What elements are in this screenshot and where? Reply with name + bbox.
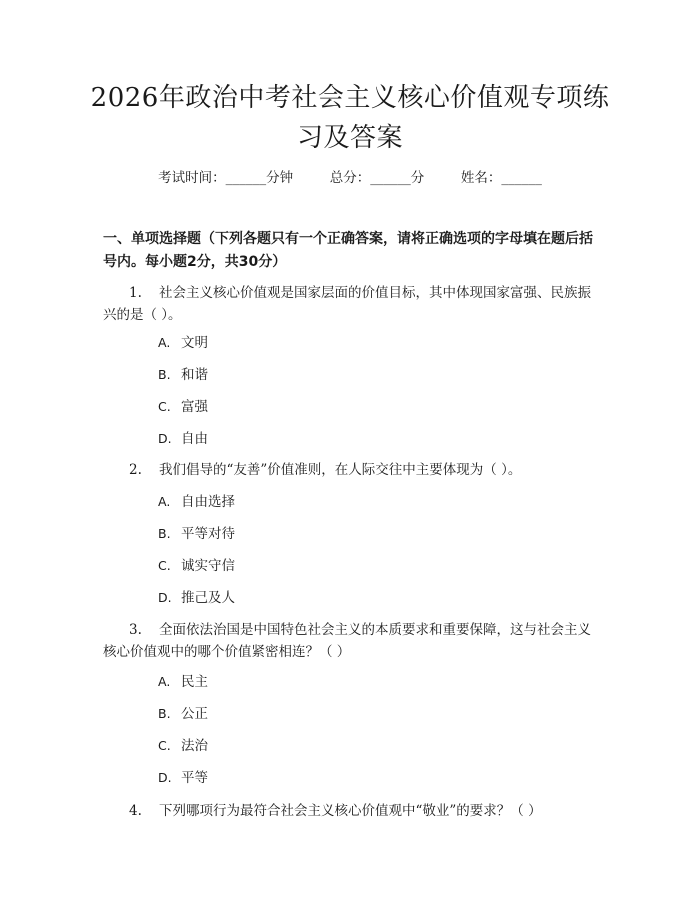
option-text: 自由选择 bbox=[181, 494, 235, 510]
question-number: 3. bbox=[129, 622, 142, 638]
option-3a bbox=[158, 672, 208, 692]
option-letter: B. bbox=[158, 706, 171, 721]
option-letter: A. bbox=[158, 674, 171, 689]
option-letter: C. bbox=[158, 399, 171, 414]
option-letter: B. bbox=[158, 526, 171, 541]
option-text: 法治 bbox=[181, 738, 208, 754]
question-text: 社会主义核心价值观是国家层面的价值目标，其中体现国家富强、民族振兴的是（ ）。 bbox=[103, 285, 591, 323]
option-text: 诚实守信 bbox=[181, 558, 235, 574]
option-2b bbox=[158, 524, 235, 544]
option-text: 和谐 bbox=[181, 367, 208, 383]
option-letter: A. bbox=[158, 335, 171, 350]
question-3 bbox=[103, 619, 603, 663]
title-line-1: 2026年政治中考社会主义核心价值观专项练 bbox=[90, 83, 610, 113]
option-letter: D. bbox=[158, 590, 172, 605]
option-1c bbox=[158, 397, 208, 417]
option-1b bbox=[158, 365, 208, 385]
student-name: 姓名：______ bbox=[460, 170, 542, 186]
option-3b bbox=[158, 704, 208, 724]
option-text: 民主 bbox=[181, 674, 208, 690]
option-2d bbox=[158, 588, 235, 608]
question-text: 全面依法治国是中国特色社会主义的本质要求和重要保障，这与社会主义核心价值观中的哪个价值紧密相连？（ ） bbox=[103, 622, 591, 660]
section-heading: 一、单项选择题（下列各题只有一个正确答案，请将正确选项的字母填在题后括号内。每小题2分，共30分） bbox=[103, 231, 593, 270]
document-title bbox=[90, 78, 610, 158]
question-number: 4. bbox=[129, 803, 142, 819]
question-text: 下列哪项行为最符合社会主义核心价值观中“敬业”的要求？（ ） bbox=[159, 803, 542, 819]
option-text: 平等 bbox=[181, 770, 208, 786]
question-text: 我们倡导的“友善”价值准则，在人际交往中主要体现为（ ）。 bbox=[159, 462, 522, 478]
option-text: 自由 bbox=[181, 431, 208, 447]
option-letter: D. bbox=[158, 431, 172, 446]
option-3d bbox=[158, 768, 208, 788]
option-letter: A. bbox=[158, 494, 171, 509]
option-text: 文明 bbox=[181, 335, 208, 351]
option-text: 富强 bbox=[181, 399, 208, 415]
title-line-2: 习及答案 bbox=[296, 123, 403, 153]
option-text: 公正 bbox=[181, 706, 208, 722]
option-letter: B. bbox=[158, 367, 171, 382]
option-2a bbox=[158, 492, 235, 512]
total-score: 总分：______分 bbox=[329, 170, 425, 186]
option-2c bbox=[158, 556, 235, 576]
exam-time: 考试时间：______分钟 bbox=[158, 170, 294, 186]
option-letter: D. bbox=[158, 770, 172, 785]
option-text: 平等对待 bbox=[181, 526, 235, 542]
option-letter: C. bbox=[158, 558, 171, 573]
option-3c bbox=[158, 736, 208, 756]
question-2 bbox=[103, 459, 603, 481]
exam-meta bbox=[0, 168, 700, 188]
question-number: 1. bbox=[129, 285, 142, 301]
option-1d bbox=[158, 429, 208, 449]
question-1 bbox=[103, 282, 603, 326]
option-1a bbox=[158, 333, 208, 353]
option-text: 推己及人 bbox=[181, 590, 235, 606]
question-4 bbox=[103, 800, 603, 822]
question-number: 2. bbox=[129, 462, 142, 478]
option-letter: C. bbox=[158, 738, 171, 753]
